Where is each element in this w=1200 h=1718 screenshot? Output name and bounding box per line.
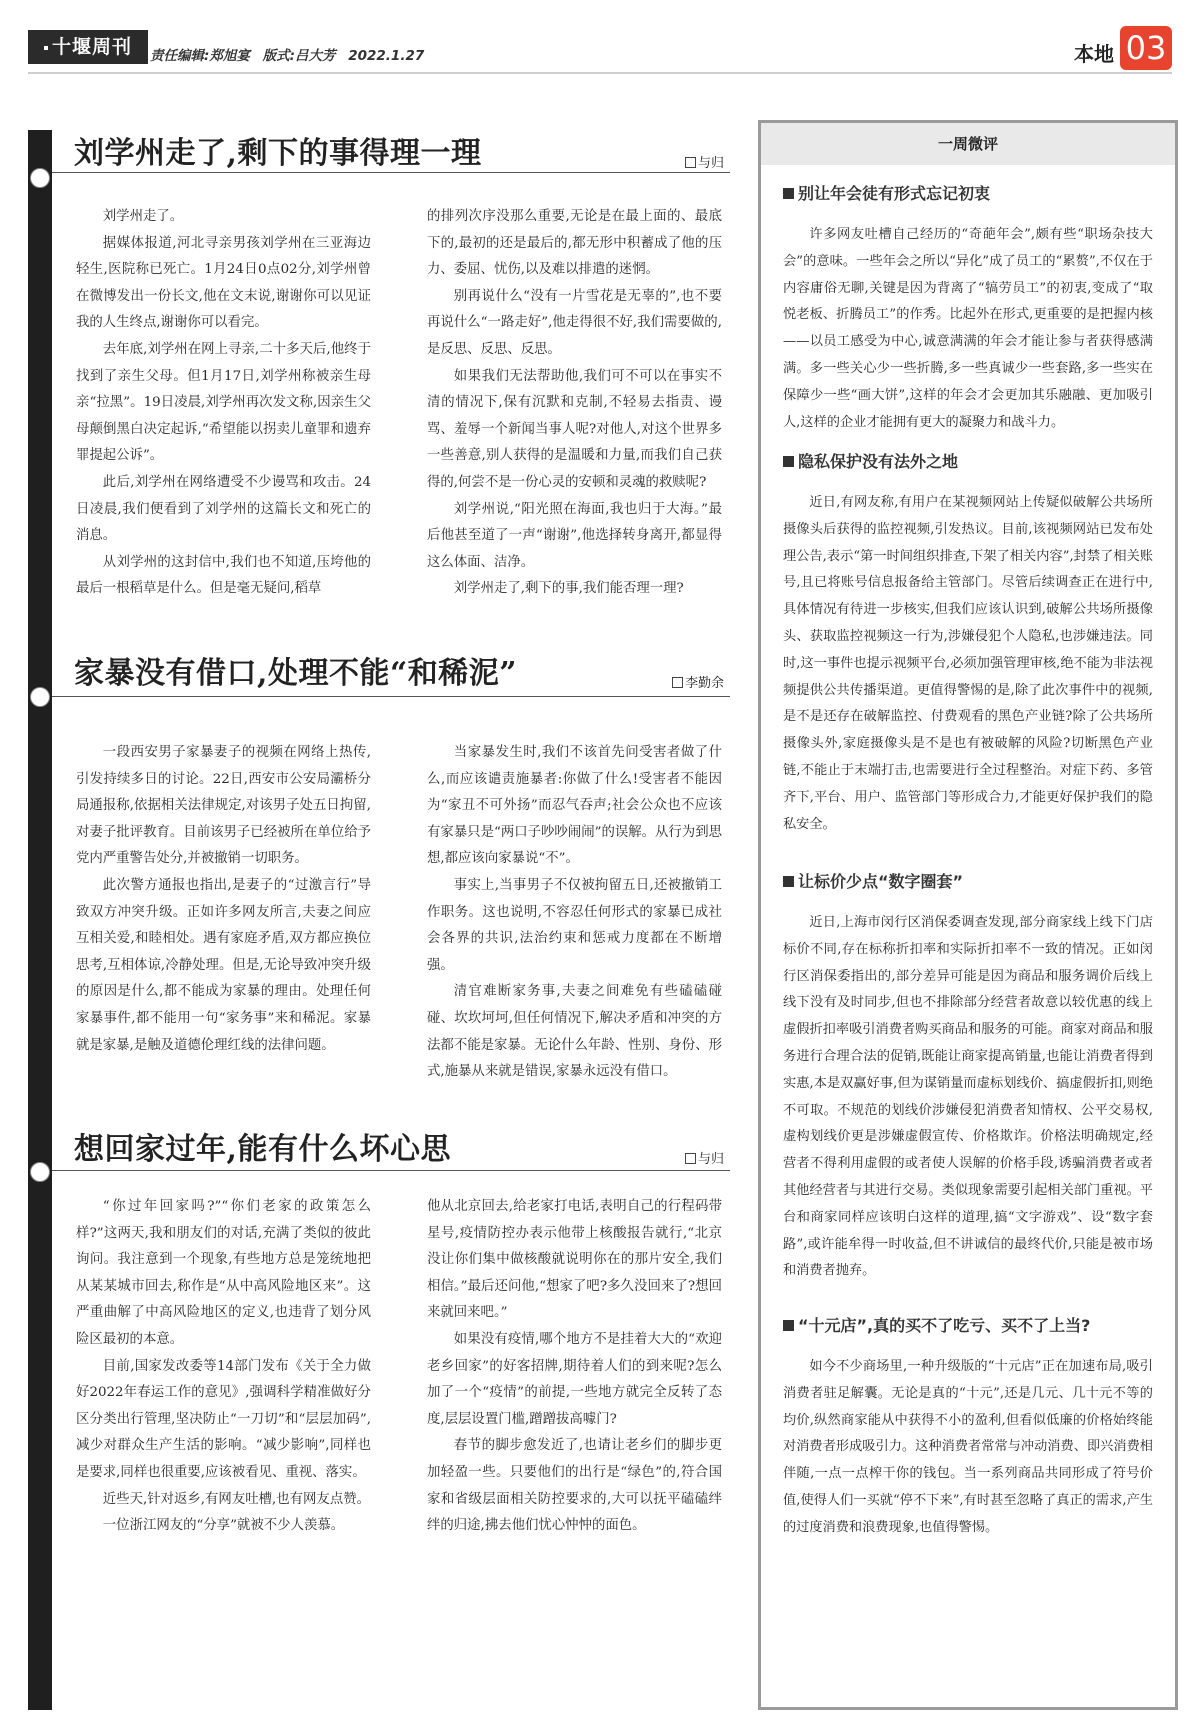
article-title: 家暴没有借口,处理不能“和稀泥” (74, 656, 517, 691)
paragraph: 一段西安男子家暴妻子的视频在网络上热传,引发持续多日的讨论。22日,西安市公安局灞桥分局通报称,依据相关法律规定,对该男子处五日拘留,对妻子批评教育。目前该男子已经被所在单位给予党内严重警告处分,并被撤销一切职务。 (76, 745, 371, 867)
paragraph: 近日,有网友称,有用户在某视频网站上传疑似破解公共场所摄像头后获得的监控视频,引发热议。目前,该视频网站已发布处理公告,表示“第一时间组织排查,下架了相关内容”,封禁了相关账号,且已将账号信息报备给主管部门。尽管后续调查正在进行中,具体情况有待进一步核实,但我们应该认识到,破解公共场所摄像头、获取监控视频这一行为,涉嫌侵犯个人隐私,也涉嫌违法。同时,这一事件也提示视频平台,必须加强管理审核,绝不能为非法视频提供公共传播渠道。更值得警惕的是,除了此次事件中的视频,是不是还存在破解监控、付费观看的黑色产业链?除了公共场所摄像头外,家庭摄像头是不是也有被破解的风险?切断黑色产业链,不能止于末端打击,也需要进行全过程整治。对症下药、多管齐下,平台、用户、监管部门等形成合力,才能更好保护我们的隐私安全。 (783, 495, 1153, 832)
author-box-icon (672, 677, 683, 688)
square-bullet-icon (783, 1320, 794, 1331)
commentary-title (783, 869, 1153, 892)
article-column-right (427, 1194, 722, 1540)
article-author (685, 152, 724, 171)
paragraph: 的排列次序没那么重要,无论是在最上面的、最底下的,最初的还是最后的,都无形中积蓄成了他的压力、委屈、忧伤,以及难以排遣的迷惘。 (427, 209, 722, 278)
square-bullet-icon (783, 456, 794, 467)
paragraph: 春节的脚步愈发近了,也请让老乡们的脚步更加轻盈一些。只要他们的出行是“绿色”的,符合国家和省级层面相关防控要求的,大可以抚平磕磕绊绊的归途,拂去他们忧心忡忡的面色。 (427, 1438, 722, 1534)
paragraph: 此后,刘学州在网络遭受不少谩骂和攻击。24日凌晨,我们便看到了刘学州的这篇长文和死亡的消息。 (76, 474, 371, 544)
article-liuxuezhou (52, 120, 730, 600)
author-name: 与归 (697, 1152, 724, 1167)
paragraph: 如果没有疫情,哪个地方不是挂着大大的“欢迎老乡回家”的好客招牌,期待着人们的到来呢?怎么加了一个“疫情”的前提,一些地方就完全反转了态度,层层设置门槛,蹭蹭拔高噱门? (427, 1331, 722, 1427)
paragraph: 近些天,针对返乡,有网友吐槽,也有网友点赞。 (102, 1491, 370, 1507)
article-divider (52, 696, 730, 697)
article-domestic-violence (52, 640, 730, 1080)
article-going-home (52, 1116, 730, 1716)
paragraph: 此次警方通报也指出,是妻子的“过激言行”导致双方冲突升级。正如许多网友所言,夫妻之间应互相关爱,和睦相处。遇有家庭矛盾,双方都应换位思考,互相体谅,冷静处理。但是,无论导致冲突升级的原因是什么,都不能成为家暴的理由。处理任何家暴事件,都不能用一句“家务事”来和稀泥。家暴就是家暴,是触及道德伦理红线的法律问题。 (76, 877, 371, 1053)
article-author (672, 672, 724, 691)
sidebar-heading: 一周微评 (761, 123, 1175, 165)
article-body (76, 204, 722, 603)
author-name: 李勤余 (684, 676, 724, 691)
commentary-title (783, 181, 1153, 204)
commentary-item (783, 869, 1153, 1285)
article-2-bullet-icon (30, 687, 50, 707)
square-bullet-icon (783, 876, 794, 887)
commentary-body (783, 1354, 1153, 1542)
article-divider (52, 1170, 730, 1171)
article-body (76, 1194, 722, 1540)
logo-text: 十堰周刊 (51, 36, 132, 58)
paragraph: 刘学州走了,剩下的事,我们能否理一理? (453, 581, 684, 597)
commentary-body (783, 910, 1153, 1285)
left-column-bar (28, 130, 52, 1710)
paragraph: 刘学州走了。 (102, 209, 184, 224)
issue-date: 2022.1.27 (348, 48, 425, 64)
author-box-icon (685, 1153, 696, 1164)
weekly-commentary-sidebar (758, 120, 1178, 1710)
paragraph: 清官难断家务事,夫妻之间难免有些磕磕碰碰、坎坎坷坷,但任何情况下,解决矛盾和冲突的方法都不能是家暴。无论什么年龄、性别、身份、形式,施暴从来就是错误,家暴永远没有借口。 (427, 984, 722, 1080)
article-author (685, 1148, 724, 1167)
article-column-left (76, 740, 371, 1086)
header-divider (28, 72, 1172, 74)
paragraph: 从刘学州的这封信中,我们也不知道,压垮他的最后一根稻草是什么。但是毫无疑问,稻草 (76, 554, 371, 597)
article-column-right (427, 740, 722, 1086)
logo-dot-icon (44, 46, 48, 50)
article-3-bullet-icon (30, 1162, 50, 1182)
layout-credit: 版式:吕大芳 (262, 48, 336, 64)
commentary-item (783, 181, 1153, 436)
commentary-title (783, 449, 1153, 472)
article-1-bullet-icon (30, 168, 50, 188)
paragraph: 据媒体报道,河北寻亲男孩刘学州在三亚海边轻生,医院称已死亡。1月24日0点02分,刘学州曾在微博发出一份长文,他在文末说,谢谢你可以见证我的人生终点,谢谢你可以看完。 (76, 235, 371, 331)
paragraph: 如今不少商场里,一种升级版的“十元店”正在加速布局,吸引消费者驻足解囊。无论是真的“十元”,还是几元、几十元不等的均价,纵然商家能从中获得不小的盈利,但看似低廉的价格始终能对消费者形成吸引力。这种消费者常常与冲动消费、即兴消费相伴随,一点一点榨干你的钱包。当一系列商品共同形成了符号价值,使得人们一买就“停不下来”,有时甚至忽略了真正的需求,产生的过度消费和浪费现象,也值得警惕。 (783, 1359, 1153, 1535)
commentary-item (783, 449, 1153, 838)
paragraph: 近日,上海市闵行区消保委调查发现,部分商家线上线下门店标价不同,存在标称折扣率和实际折扣率不一致的情况。正如闵行区消保委指出的,部分差异可能是因为商品和服务调价后线上线下没有及时同步,但也不排除部分经营者故意以较优惠的线上虚假折扣率吸引消费者购买商品和服务的可能。商家对商品和服务进行合理合法的促销,既能让商家提高销量,也能让消费者得到实惠,本是双赢好事,但为谋销量而虚标划线价、搞虚假折扣,则绝不可取。不规范的划线价涉嫌侵犯消费者知情权、公平交易权,虚构划线价更是涉嫌虚假宣传、价格欺诈。价格法明确规定,经营者不得利用虚假的或者使人误解的价格手段,诱骗消费者或者其他经营者与其进行交易。类似现象需要引起相关部门重视。平台和商家同样应该明白这样的道理,搞“文字游戏”、设“数字套路”,或许能牟得一时收益,但不讲诚信的最终代价,只能是被市场和消费者抛弃。 (783, 915, 1153, 1279)
editor-credit: 责任编辑:郑旭宴 (150, 48, 250, 64)
article-title: 刘学州走了,剩下的事得理一理 (74, 136, 482, 171)
article-column-left (76, 1194, 371, 1540)
paragraph: “你过年回家吗?”“你们老家的政策怎么样?”这两天,我和朋友们的对话,充满了类似的彼此询问。我注意到一个现象,有些地方总是笼统地把从某某城市回去,称作是“从中高风险地区来”。这严重曲解了中高风险地区的定义,也违背了划分风险区最初的本意。 (76, 1199, 371, 1347)
article-body (76, 740, 722, 1086)
author-box-icon (685, 157, 696, 168)
commentary-item (783, 1313, 1153, 1542)
paragraph: 目前,国家发改委等14部门发布《关于全力做好2022年春运工作的意见》,强调科学精准做好分区分类出行管理,坚决防止“一刀切”和“层层加码”,减少对群众生产生活的影响。“减少影响”,同样也是要求,同样也很重要,应该被看见、重视、落实。 (76, 1358, 371, 1480)
author-name: 与归 (697, 156, 724, 171)
paragraph: 刘学州说,“阳光照在海面,我也归于大海。”最后他甚至道了一声“谢谢”,他选择转身离开,都显得这么体面、洁净。 (427, 501, 722, 570)
article-title: 想回家过年,能有什么坏心思 (74, 1132, 451, 1167)
header-info (150, 44, 432, 64)
commentary-title-text: 别让年会徒有形式忘记初衷 (798, 184, 991, 203)
article-divider (52, 172, 730, 173)
commentary-body (783, 222, 1153, 436)
paragraph: 去年底,刘学州在网上寻亲,二十多天后,他终于找到了亲生父母。但1月17日,刘学州称被亲生母亲“拉黑”。19日凌晨,刘学州再次发文称,因亲生父母颠倒黑白决定起诉,“希望能以拐卖儿童罪和遗弃罪提起公诉”。 (76, 341, 371, 464)
paragraph: 如果我们无法帮助他,我们可不可以在事实不清的情况下,保有沉默和克制,不轻易去指责、谩骂、羞辱一个新闻当事人呢?对他人,对这个世界多一些善意,别人获得的是温暖和力量,而我们自己获得的,何尝不是一份心灵的安顿和灵魂的救赎呢? (427, 368, 722, 490)
article-column-left (76, 204, 371, 603)
article-column-right (427, 204, 722, 603)
paragraph: 许多网友吐槽自己经历的“奇葩年会”,颇有些“职场杂技大会”的意味。一些年会之所以“异化”成了员工的“累赘”,不仅在于内容庸俗无聊,关键是因为背离了“犒劳员工”的初衷,变成了“取悦老板、折腾员工”的作秀。比起外在形式,更重要的是把握内核——以员工感受为中心,诚意满满的年会才能让参与者获得感满满。多一些关心少一些折腾,多一些真诚少一些套路,多一些实在保障少一些“画大饼”,这样的年会才会更加其乐融融、更加吸引人,这样的企业才能拥有更大的凝聚力和战斗力。 (783, 227, 1153, 430)
paragraph: 当家暴发生时,我们不该首先问受害者做了什么,而应该谴责施暴者:你做了什么!受害者不能因为“家丑不可外扬”而忍气吞声;社会公众也不应该有家暴只是“两口子吵吵闹闹”的误解。从行为到思想,都应该向家暴说“不”。 (427, 745, 722, 867)
commentary-title-text: “十元店”,真的买不了吃亏、买不了上当? (798, 1316, 1091, 1335)
commentary-title-text: 隐私保护没有法外之地 (798, 452, 959, 471)
page-number: 03 (1120, 26, 1172, 70)
square-bullet-icon (783, 188, 794, 199)
commentary-title (783, 1313, 1153, 1336)
paragraph: 事实上,当事男子不仅被拘留五日,还被撤销工作职务。这也说明,不容忍任何形式的家暴已成社会各界的共识,法治约束和惩戒力度都在不断增强。 (427, 877, 722, 973)
paragraph: 别再说什么“没有一片雪花是无辜的”,也不要再说什么“一路走好”,他走得很不好,我们需要做的,是反思、反思、反思。 (427, 288, 722, 357)
commentary-title-text: 让标价少点“数字圈套” (798, 872, 964, 891)
section-label: 本地 (1074, 42, 1114, 66)
masthead-logo (28, 30, 148, 64)
commentary-body (783, 490, 1153, 838)
paragraph: 一位浙江网友的“分享”就被不少人羡慕。 (102, 1518, 345, 1534)
paragraph: 他从北京回去,给老家打电话,表明自己的行程码带星号,疫情防控办表示他带上核酸报告就行,“北京没让你们集中做核酸就说明你在的那片安全,我们相信。”最后还问他,“想家了吧?多久没回来了?想回来就回来吧。” (427, 1199, 722, 1321)
